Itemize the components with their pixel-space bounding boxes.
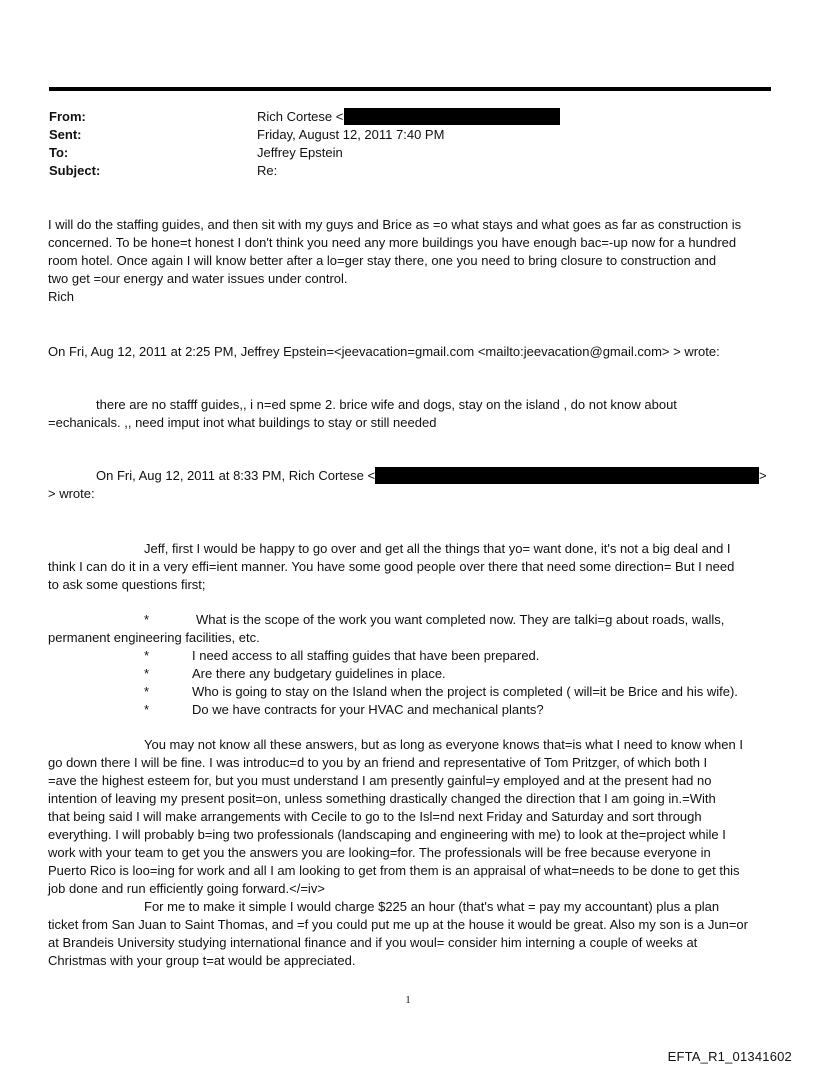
- text-line: ticket from San Juan to Saint Thomas, and =f you could put me up at the house it would be great. Also my son is a Jun=or: [48, 917, 748, 932]
- text-line: that being said I will make arrangements with Cecile to go to the Isl=nd next Friday and Saturday and sort through: [48, 809, 702, 824]
- bullet-marker: *: [144, 666, 150, 681]
- text-line: Christmas with your group t=at would be appreciated.: [48, 953, 356, 968]
- to-value: Jeffrey Epstein: [257, 145, 343, 160]
- email-header: [49, 108, 560, 180]
- to-label: To:: [49, 145, 69, 160]
- text-line: Jeff, first I would be happy to go over and get all the things that yo= want done, it's not a big deal and I: [144, 541, 731, 556]
- text-line: job done and run efficiently going forward.</=iv>: [48, 881, 325, 896]
- text-line: work with your team to get you the answers you are looking=for. The professionals will be free because everyone in: [48, 845, 711, 860]
- text-line: You may not know all these answers, but as long as everyone knows that=is what I need to know when I: [144, 737, 743, 752]
- sent-row: [49, 126, 560, 144]
- from-label: From:: [49, 109, 86, 124]
- redaction-block: [344, 108, 560, 125]
- text-line: room hotel. Once again I will know better after a lo=ger stay there, one you need to bring closure to construction and: [48, 253, 717, 268]
- bullet-marker: *: [144, 612, 150, 627]
- quote-header-2-gt: >: [759, 468, 767, 483]
- bullet-text: What is the scope of the work you want completed now. They are talki=g about roads, walls,: [196, 612, 725, 627]
- quote-header-2: [96, 467, 767, 485]
- bullet-text-continued: permanent engineering facilities, etc.: [48, 630, 260, 645]
- body-paragraph-5: [48, 916, 748, 970]
- quote-header-2-wrote: > wrote:: [48, 486, 95, 501]
- signature-text: Rich: [48, 289, 75, 304]
- header-divider-rule: [49, 87, 771, 91]
- text-line: =ave the highest esteem for, but you must understand I am presently gainful=y employed and at the present had no: [48, 773, 712, 788]
- text-line: intention of leaving my present posit=on, unless something drastically changed the direction that I am going in.=With: [48, 791, 716, 806]
- text-line: at Brandeis University studying international finance and if you woul= consider him interning a couple of weeks at: [48, 935, 698, 950]
- bullet-marker: *: [144, 648, 150, 663]
- text-line: go down there I will be fine. I was introduc=d to you by an friend and representative of Tom Pritzger, of which both I: [48, 755, 708, 770]
- bullet-text: Who is going to stay on the Island when the project is completed ( will=it be Brice and his wife).: [192, 684, 738, 699]
- text-line: there are no stafff guides,, i n=ed spme 2. brice wife and dogs, stay on the island , do not know about: [96, 397, 677, 412]
- text-line: to ask some questions first;: [48, 577, 206, 592]
- body-paragraph-1: [48, 216, 741, 306]
- sent-label: Sent:: [49, 127, 82, 142]
- sent-value: Friday, August 12, 2011 7:40 PM: [257, 127, 445, 142]
- subject-row: [49, 162, 560, 180]
- bullet-marker: *: [144, 702, 150, 717]
- quote-header-1: On Fri, Aug 12, 2011 at 2:25 PM, Jeffrey Epstein=<jeevacation=gmail.com <mailto:jeevacation@gmail.com> > wrote:: [48, 344, 720, 359]
- text-line: Puerto Rico is loo=ing for work and all I am looking to get from them is an appraisal of what=needs to be done to get this: [48, 863, 740, 878]
- quote-header-2-text: On Fri, Aug 12, 2011 at 8:33 PM, Rich Cortese <: [96, 468, 376, 483]
- from-value: Rich Cortese <: [257, 109, 344, 124]
- redaction-block: [375, 467, 759, 484]
- document-id-footer: EFTA_R1_01341602: [667, 1049, 792, 1064]
- to-row: [49, 144, 560, 162]
- text-line: two get =our energy and water issues under control.: [48, 271, 348, 286]
- bullet-text: Are there any budgetary guidelines in place.: [192, 666, 446, 681]
- page-number: 1: [405, 994, 411, 1006]
- from-row: [49, 108, 560, 126]
- text-line: think I can do it in a very effi=ient manner. You have some good people over there that need some direction= But I need: [48, 559, 735, 574]
- subject-value: Re:: [257, 163, 278, 178]
- subject-label: Subject:: [49, 163, 101, 178]
- text-line: everything. I will probably b=ing two professionals (landscaping and engineering with me) to look at the=project while I: [48, 827, 726, 842]
- text-line: =echanicals. ,, need imput inot what buildings to stay or still needed: [48, 415, 437, 430]
- bullet-text: Do we have contracts for your HVAC and mechanical plants?: [192, 702, 544, 717]
- text-line: For me to make it simple I would charge $225 an hour (that's what = pay my accountant) plus a plan: [144, 899, 720, 914]
- text-line: I will do the staffing guides, and then sit with my guys and Brice as =o what stays and what goes as far as construction is: [48, 217, 742, 232]
- bullet-text: I need access to all staffing guides that have been prepared.: [192, 648, 540, 663]
- bullet-marker: *: [144, 684, 150, 699]
- text-line: concerned. To be hone=t honest I don't think you need any more buildings you have enough bac=-up now for a hundred: [48, 235, 737, 250]
- body-paragraph-4: [48, 754, 740, 898]
